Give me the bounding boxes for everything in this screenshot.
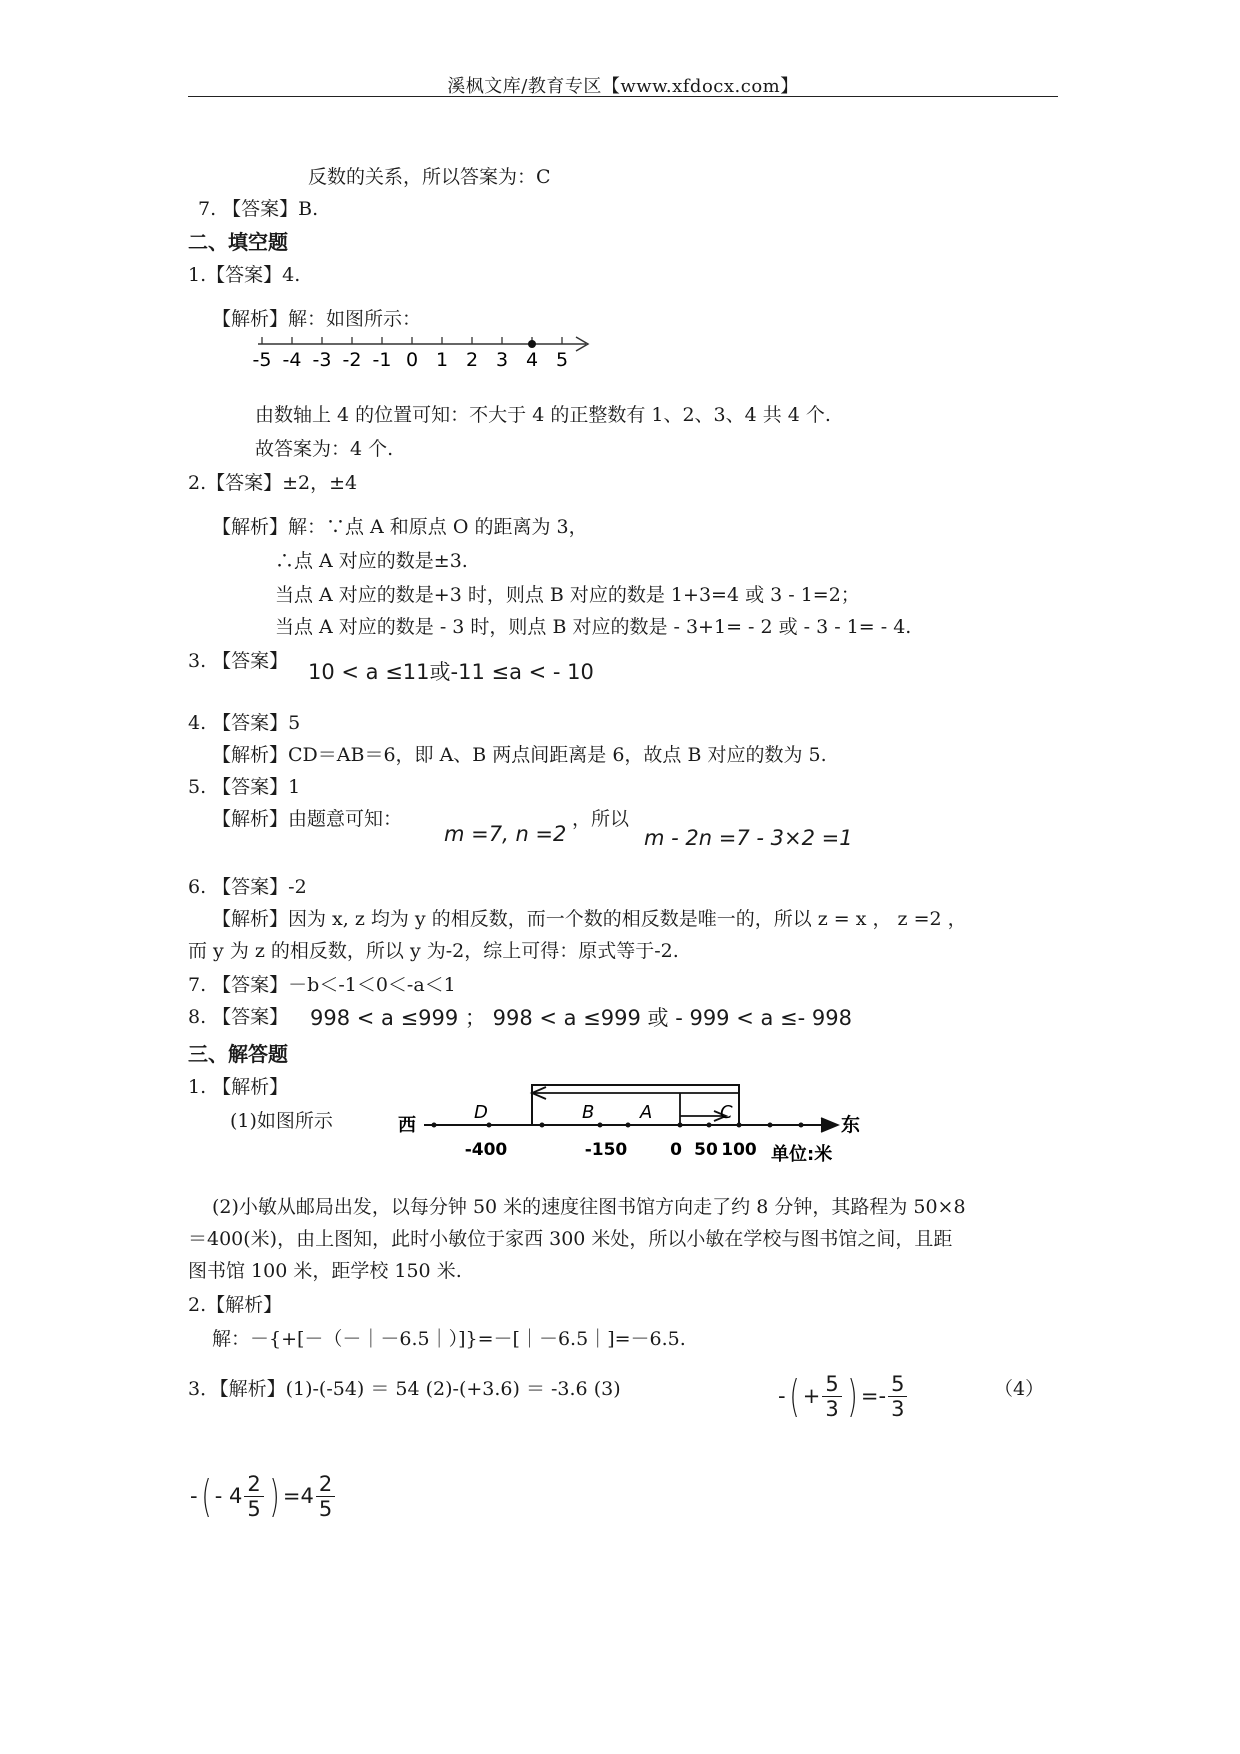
text-fragment: ，所以: [572, 808, 630, 830]
text-line: ∴点 A 对应的数是±3.: [275, 550, 468, 572]
number-line-2: [396, 1080, 866, 1172]
text-line: 而 y 为 z 的相反数，所以 y 为-2，综上可得：原式等于-2.: [188, 940, 679, 962]
text-line: 当点 A 对应的数是 - 3 时，则点 B 对应的数是 - 3+1= - 2 或 - 3 - 1= - 4.: [275, 616, 912, 638]
tick-label: -3: [312, 349, 332, 371]
answer-line: 6. 【答案】-2: [188, 876, 307, 898]
west-label: 西: [398, 1115, 416, 1136]
tick-label: -5: [252, 349, 272, 371]
answer-line: 8. 【答案】: [188, 1006, 289, 1028]
math-expression: 10 < a ≤11或-11 ≤a < - 10: [308, 660, 594, 684]
text-line: 故答案为：4 个.: [255, 438, 394, 460]
tick-label: 50: [694, 1140, 718, 1160]
numerator: 5: [888, 1372, 907, 1397]
equals: =-: [860, 1384, 887, 1409]
analysis-line: 【解析】CD＝AB＝6，即 A、B 两点间距离是 6，故点 B 对应的数为 5.: [212, 744, 827, 766]
tick-label: 5: [555, 349, 569, 371]
point-label: B: [582, 1102, 595, 1123]
answer-line: 2.【答案】±2，±4: [188, 472, 358, 494]
answer-line: 3．【解析】(1)-(-54) ＝ 54 (2)-(+3.6) ＝ -3.6 (3): [188, 1378, 621, 1400]
minus-sign: -: [778, 1384, 786, 1409]
tick-label: 100: [721, 1140, 757, 1160]
unit-label: 单位:米: [771, 1144, 833, 1165]
text-line: ＝400(米)，由上图知，此时小敏位于家西 300 米处，所以小敏在学校与图书馆之间，且距: [188, 1228, 953, 1250]
fraction: [888, 1372, 907, 1421]
fraction-expression-3: [778, 1372, 909, 1421]
line-dot: [626, 1123, 631, 1128]
text-line: 解：－{+[－（－｜－6.5｜）]}=－[｜－6.5｜]=－6.5.: [212, 1328, 686, 1350]
tick-label: 0: [670, 1140, 682, 1160]
numerator: 5: [822, 1372, 841, 1397]
answer-line: 1. 【解析】: [188, 1076, 289, 1098]
tick-label: 2: [465, 349, 479, 371]
fraction: [822, 1372, 841, 1421]
header-rule: [188, 96, 1058, 97]
east-label: 东: [841, 1114, 861, 1136]
denominator: 5: [318, 1497, 333, 1522]
tick-label: -1: [372, 349, 392, 371]
point-label: A: [640, 1102, 653, 1123]
answer-line: 4. 【答案】5: [188, 712, 301, 734]
answer-line: 2.【解析】: [188, 1294, 283, 1316]
line-dot: [678, 1123, 683, 1128]
math-expression: m =7, n =2: [444, 822, 567, 846]
line-dot: [432, 1123, 437, 1128]
line-dot: [598, 1123, 603, 1128]
section-heading: 三、解答题: [188, 1042, 288, 1066]
fraction: [244, 1472, 263, 1521]
analysis-line: 【解析】因为 x, z 均为 y 的相反数，而一个数的相反数是唯一的，所以 z = x ， z =2 ，: [212, 908, 967, 930]
numerator: 2: [244, 1472, 263, 1497]
answer-line: 5. 【答案】1: [188, 776, 301, 798]
analysis-line: 【解析】解：如图所示：: [212, 308, 422, 330]
denominator: 5: [247, 1497, 261, 1522]
page-header: 溪枫文库/教育专区【www.xfdocx.com】: [447, 76, 799, 97]
tick-label: 3: [495, 349, 509, 371]
analysis-line: 【解析】解：∵点 A 和原点 O 的距离为 3，: [212, 516, 588, 538]
equals: =4: [282, 1484, 314, 1509]
line-dot: [799, 1123, 804, 1128]
answer-line: 1.【答案】4.: [188, 264, 301, 286]
tick-label: -400: [464, 1140, 508, 1160]
text-line: (2)小敏从邮局出发，以每分钟 50 米的速度往图书馆方向走了约 8 分钟，其路程为 50×8: [212, 1196, 966, 1218]
denominator: 3: [825, 1397, 839, 1422]
right-paren: ): [269, 1470, 280, 1522]
line-dot: [487, 1123, 492, 1128]
answer-line: 3. 【答案】: [188, 650, 289, 672]
left-paren: (: [789, 1370, 800, 1422]
tick-label: 1: [435, 349, 449, 371]
line-dot: [768, 1123, 773, 1128]
section-heading: 二、填空题: [188, 230, 288, 254]
point-label: C: [720, 1102, 733, 1123]
inner-sign: - 4: [214, 1484, 243, 1509]
tick-label: 4: [525, 349, 539, 371]
math-expression: 998 < a ≤999 ； 998 < a ≤999 或 - 999 < a ≤- 998: [310, 1006, 852, 1030]
point-label: D: [474, 1102, 488, 1123]
text-line: 当点 A 对应的数是+3 时，则点 B 对应的数是 1+3=4 或 3 - 1=2；: [275, 584, 860, 606]
answer-line: 7. 【答案】－b＜-1＜0＜-a＜1: [188, 974, 456, 996]
text-line: 图书馆 100 米，距学校 150 米.: [188, 1260, 462, 1282]
answer-line: 7. 【答案】B.: [198, 198, 319, 220]
right-paren: ): [847, 1370, 858, 1422]
minus-sign: -: [190, 1484, 198, 1509]
line-dot: [707, 1123, 712, 1128]
fraction: [316, 1472, 335, 1521]
highlight-point: [528, 340, 536, 348]
text-fragment: （4）: [994, 1378, 1045, 1400]
line-dot: [737, 1123, 742, 1128]
number-line-1: [250, 332, 600, 378]
analysis-line: 【解析】由题意可知：: [212, 808, 403, 830]
numerator: 2: [316, 1472, 335, 1497]
inner-sign: +: [802, 1384, 821, 1409]
denominator: 3: [891, 1397, 905, 1422]
tick-label: -4: [282, 349, 302, 371]
tick-label: -150: [584, 1140, 628, 1160]
left-paren: (: [201, 1470, 212, 1522]
math-expression: m - 2n =7 - 3×2 =1: [644, 826, 853, 850]
tick-label: -2: [342, 349, 362, 371]
text-line: 由数轴上 4 的位置可知：不大于 4 的正整数有 1、2、3、4 共 4 个.: [255, 404, 831, 426]
line-dot: [540, 1123, 545, 1128]
text-line: 反数的关系，所以答案为：C: [308, 166, 551, 188]
text-line: (1)如图所示: [230, 1110, 333, 1132]
tick-label: 0: [405, 349, 419, 371]
fraction-expression-4: [190, 1472, 337, 1521]
